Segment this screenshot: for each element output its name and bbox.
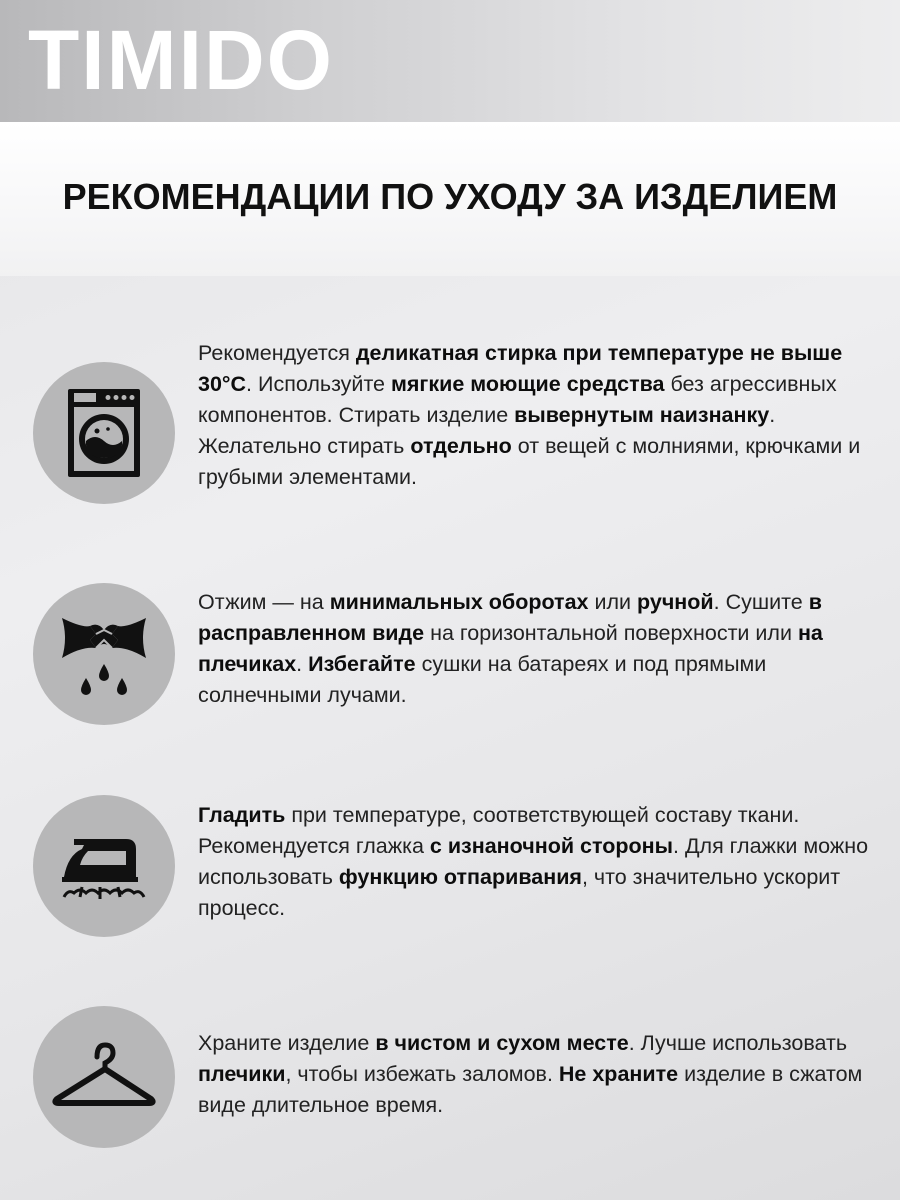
- emphasis-text: функцию отпаривания: [338, 865, 582, 889]
- page-title: РЕКОМЕНДАЦИИ ПО УХОДУ ЗА ИЗДЕЛИЕМ: [62, 176, 838, 217]
- body-text: , что значительно ускорит процесс.: [198, 865, 841, 920]
- emphasis-text: Гладить: [198, 803, 286, 827]
- body-text: от вещей с молниями, крючками и грубыми элементами.: [198, 434, 861, 489]
- body-text: , чтобы избежать заломов.: [285, 1062, 559, 1086]
- body-text: без агрессивных компонентов. Стирать изделие: [198, 372, 837, 427]
- washing-machine-icon: [33, 362, 175, 504]
- body-text: при температуре, соответствующей составу ткани. Рекомендуется глажка: [198, 803, 800, 858]
- body-text: Отжим — на: [198, 590, 330, 614]
- body-text: сушки на батареях и под прямыми солнечными лучами.: [198, 652, 767, 707]
- body-text: .: [296, 652, 309, 676]
- emphasis-text: плечики: [198, 1062, 286, 1086]
- emphasis-text: вывернутым наизнанку: [514, 403, 770, 427]
- body-text: на горизонтальной поверхности или: [424, 621, 798, 645]
- care-text-storage: [198, 1028, 878, 1121]
- body-text: . Желательно стирать: [198, 403, 776, 458]
- emphasis-text: с изнаночной стороны: [429, 834, 674, 858]
- emphasis-text: в расправленном виде: [198, 590, 822, 645]
- body-text: . Для глажки можно использовать: [198, 834, 869, 889]
- body-text: . Лучше использовать: [628, 1031, 848, 1055]
- care-text-washing: [198, 338, 878, 493]
- emphasis-text: минимальных оборотах: [329, 590, 589, 614]
- wring-drip-icon: [33, 583, 175, 725]
- emphasis-text: деликатная стирка при температуре не выше 30°C: [198, 341, 843, 396]
- emphasis-text: мягкие моющие средства: [390, 372, 665, 396]
- emphasis-text: Избегайте: [308, 652, 416, 676]
- body-text: изделие в сжатом виде длительное время.: [198, 1062, 863, 1117]
- body-text: Рекомендуется: [198, 341, 356, 365]
- body-text: . Используйте: [246, 372, 391, 396]
- brand-logo: TIMIDO: [28, 13, 334, 107]
- emphasis-text: отдельно: [410, 434, 512, 458]
- body-text: Храните изделие: [198, 1031, 376, 1055]
- body-text: или: [588, 590, 638, 614]
- steam-iron-icon: [33, 795, 175, 937]
- emphasis-text: ручной: [637, 590, 714, 614]
- hanger-icon: [33, 1006, 175, 1148]
- emphasis-text: на плечиках: [198, 621, 823, 676]
- care-text-drying: [198, 587, 878, 711]
- emphasis-text: Не храните: [558, 1062, 679, 1086]
- care-text-ironing: [198, 800, 878, 924]
- emphasis-text: в чистом и сухом месте: [375, 1031, 629, 1055]
- body-text: . Сушите: [713, 590, 809, 614]
